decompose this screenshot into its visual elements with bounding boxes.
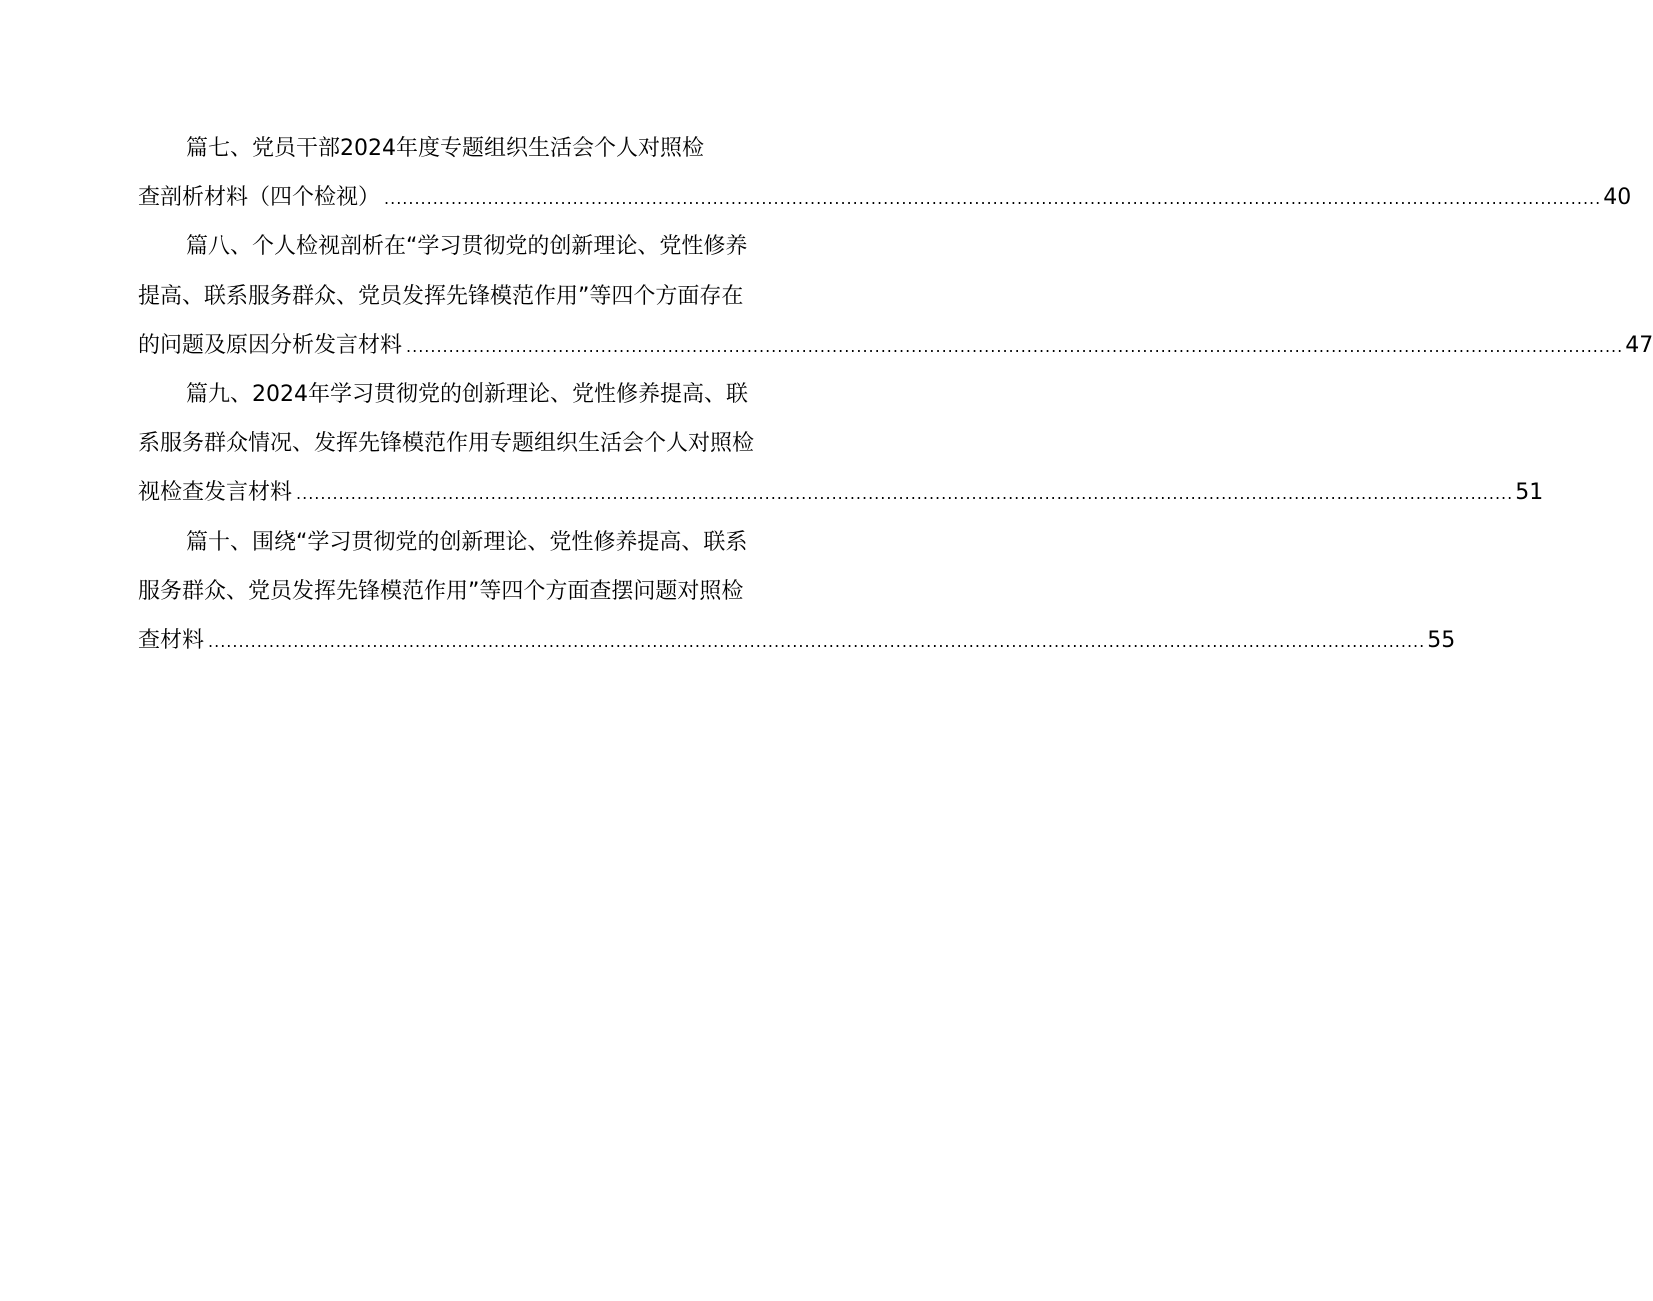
toc-entry-line: 篇八、个人检视剖析在“学习贯彻党的创新理论、党性修养	[186, 234, 748, 260]
toc-page-number: 40	[1603, 185, 1632, 211]
toc-entry-line: 篇十、围绕“学习贯彻党的创新理论、党性修养提高、联系	[186, 529, 748, 555]
toc-entry-last-line	[138, 321, 1653, 370]
toc-page-number: 51	[1515, 480, 1544, 506]
dot-leader: ........................................................................................................................................................................................................	[208, 631, 1426, 651]
table-of-contents	[138, 124, 1653, 665]
toc-entry-line: 服务群众、党员发挥先锋模范作用”等四个方面查摆问题对照检	[138, 578, 744, 604]
toc-entry-text: 查剖析材料（四个检视）	[138, 185, 381, 211]
toc-page-number: 47	[1625, 332, 1653, 358]
toc-entry-line: 篇九、2024年学习贯彻党的创新理论、党性修养提高、联	[186, 381, 748, 407]
toc-entry-last-line	[138, 616, 1456, 665]
toc-entry-last-line	[138, 173, 1632, 222]
toc-entry-text: 查材料	[138, 627, 205, 653]
toc-entry-text: 视检查发言材料	[138, 480, 293, 506]
toc-entry-10[interactable]	[138, 518, 1456, 666]
dot-leader: ........................................................................................................................................................................................................	[406, 336, 1624, 356]
toc-entry-9[interactable]	[138, 370, 1544, 518]
toc-entry-7[interactable]	[138, 124, 1632, 222]
toc-entry-text: 的问题及原因分析发言材料	[138, 332, 403, 358]
toc-entry-last-line	[138, 468, 1544, 517]
toc-entry-8[interactable]	[138, 222, 1653, 370]
toc-entry-line: 篇七、党员干部2024年度专题组织生活会个人对照检	[186, 136, 704, 161]
toc-entry-line: 提高、联系服务群众、党员发挥先锋模范作用”等四个方面存在	[138, 283, 744, 309]
toc-entry-line: 系服务群众情况、发挥先锋模范作用专题组织生活会个人对照检	[138, 431, 755, 457]
dot-leader: ........................................................................................................................................................................................................	[384, 189, 1602, 209]
toc-page-number: 55	[1427, 627, 1456, 653]
dot-leader: ........................................................................................................................................................................................................	[296, 484, 1514, 504]
